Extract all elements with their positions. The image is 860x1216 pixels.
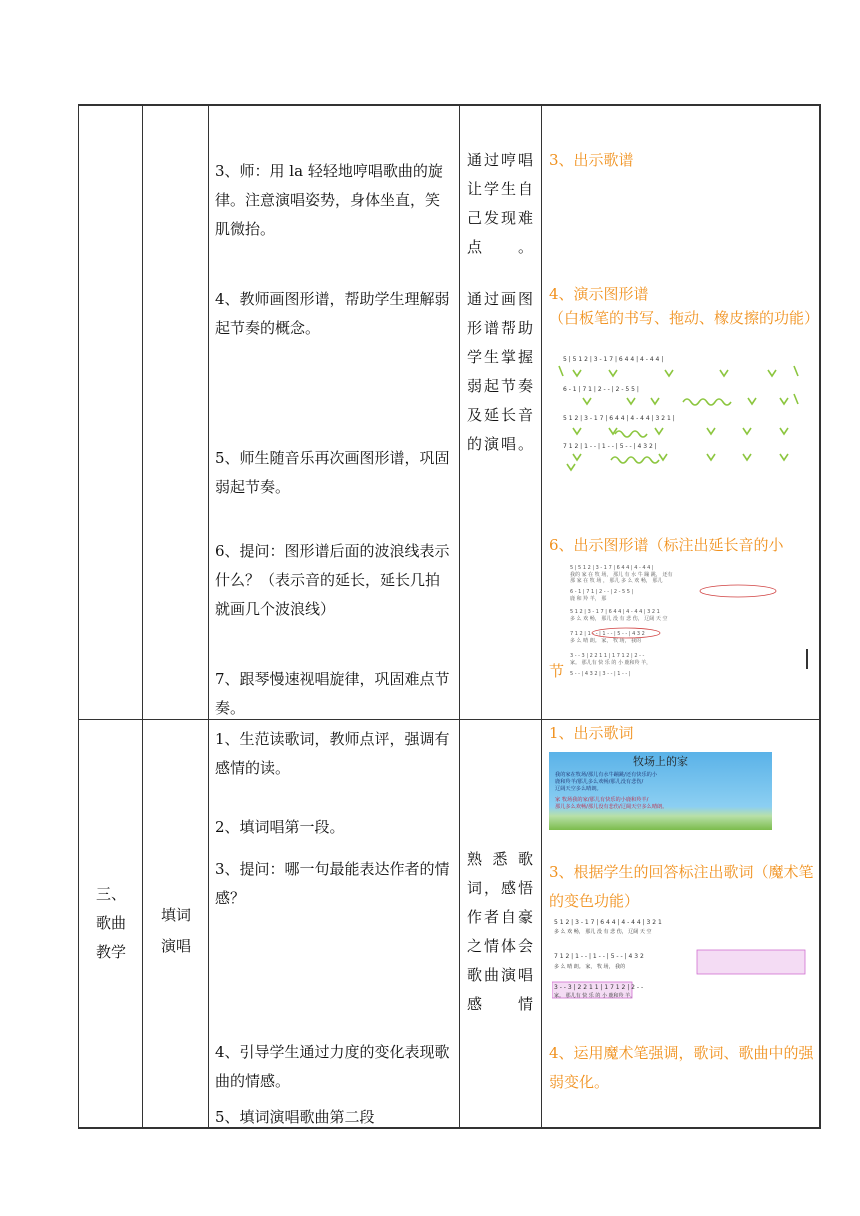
svg-text:5 1 2 | 3 - 1 7 | 6 4 4 | 4 -: 5 1 2 | 3 - 1 7 | 6 4 4 | 4 - 4 4 | 3 2 1 xyxy=(570,609,660,615)
stage-label-line-1: 三、 xyxy=(95,885,126,903)
process-step-4: 4、教师画图形谱，帮助学生理解弱起节奏的概念。 xyxy=(215,290,450,337)
table-col-line-4 xyxy=(459,104,460,1129)
intent-text-2: 通过画图形谱帮助学生掌握弱起节奏及延长音的演唱。 xyxy=(467,290,533,453)
media-step-6-end: 节 xyxy=(549,662,565,680)
jianpu-line-1: 5 | 5 1 2 | 3 - 1 7 | 6 4 4 | 4 - 4 4 | xyxy=(563,356,664,363)
stage-label-line-3: 教学 xyxy=(95,943,126,961)
process-step-3: 3、师：用 la 轻轻地哼唱歌曲的旋律。注意演唱姿势，身体坐直，笑肌微抬。 xyxy=(215,162,443,238)
table-col-line-5 xyxy=(541,104,542,1129)
svg-text:7 1 2 | 1 - - | 1 - - | 5 - -: 7 1 2 | 1 - - | 1 - - | 5 - - | 4 3 2 xyxy=(570,631,645,637)
jianpu-line-4: 7 1 2 | 1 - - | 1 - - | 5 - - | 4 3 2 | xyxy=(563,443,657,450)
score-notes-1: 5 1 2 | 3 - 1 7 | 6 4 4 | 4 - 4 4 | 3 2 1 xyxy=(554,919,662,926)
lyrics-slide-line-1: 我的家在牧场/那儿有水牛蹦跳/还有快乐的小 xyxy=(555,772,658,778)
process-step-7: 7、跟琴慢速视唱旋律，巩固难点节奏。 xyxy=(215,670,450,717)
activity-label-line-1: 填词 xyxy=(160,906,191,924)
media-step-3: 3、出示歌谱 xyxy=(549,151,634,169)
lyrics-slide-line-5: 那儿多么欢畅/那儿没有悲伤/辽阔天空多么晴朗。 xyxy=(555,804,668,810)
sing-step-5: 5、填词演唱歌曲第二段 xyxy=(215,1108,375,1126)
lyrics-slide-line-4: 家 牧场我的家/那儿有快乐的小鹿和羚羊/ xyxy=(555,797,649,803)
jianpu-line-3: 5 1 2 | 3 - 1 7 | 6 4 4 | 4 - 4 4 | 3 2 1 | xyxy=(563,415,675,422)
svg-text:5 - - | 4 3 2 | 3 - - | 1 - -: 5 - - | 4 3 2 | 3 - - | 1 - - | xyxy=(570,671,631,677)
svg-text:5 | 5 1 2 | 3 - 1 7 | 6 4 4 |: 5 | 5 1 2 | 3 - 1 7 | 6 4 4 | 4 - 4 4 | xyxy=(570,565,654,571)
table-col-line-3 xyxy=(208,104,209,1129)
lyrics-slide xyxy=(549,752,772,830)
media-step-6: 6、出示图形谱（标注出延长音的小 xyxy=(549,536,784,554)
stage-label-line-2: 歌曲 xyxy=(95,914,126,932)
svg-text:我的 家 在 牧 场， 那儿 有 水 牛 蹦 跳， 还: 我的 家 在 牧 场， 那儿 有 水 牛 蹦 跳， 还有 xyxy=(570,572,673,578)
score-notes-3: 3 - - 3 | 2 2 1 1 | 1 7 1 2 | 2 - - xyxy=(554,984,644,991)
sing-step-3: 3、提问：哪一句最能表达作者的情感？ xyxy=(215,860,450,907)
sing-step-4: 4、引导学生通过力度的变化表现歌曲的情感。 xyxy=(215,1043,450,1090)
activity-label-line-2: 演唱 xyxy=(160,937,191,955)
lyrics-slide-title: 牧场上的家 xyxy=(633,755,688,768)
lyrics-slide-body xyxy=(555,772,769,811)
lyrics-slide-line-3: 辽阔天空多么晴朗。 xyxy=(555,786,602,792)
svg-text:多 么 晴 朗。 家， 牧 场， 我: 多 么 晴 朗。 家， 牧 场， 我的 xyxy=(570,638,642,644)
table-col-line-2 xyxy=(142,104,143,1129)
sing-step-1: 1、生范读歌词，教师点评，强调有感情的读。 xyxy=(215,730,450,777)
process-step-5: 5、师生随音乐再次画图形谱，巩固弱起节奏。 xyxy=(215,449,450,496)
process-step-6: 6、提问：图形谱后面的波浪线表示什么？（表示音的延长，延长几拍就画几个波浪线） xyxy=(215,542,450,618)
jianpu-line-2: 6 - 1 | 7 1 | 2 - - | 2 - 5 5 | xyxy=(563,386,639,393)
highlighted-score-image xyxy=(552,916,810,1000)
score-words-2: 多 么 晴 朗。 家， 牧 场， 我的 xyxy=(554,964,626,970)
stage-label xyxy=(80,880,142,967)
annotated-score-image xyxy=(568,563,810,680)
lyrics-slide-line-2: 鹿和羚羊/那儿多么欢畅/那儿没有悲伤/ xyxy=(555,779,644,785)
table-col-line-6 xyxy=(819,104,821,1129)
svg-text:3 - - 3 | 2 2 1 1 | 1 7 1 2 |: 3 - - 3 | 2 2 1 1 | 1 7 1 2 | 2 - - xyxy=(570,653,645,659)
sing-intent: 熟悉歌词，感悟作者自豪之情体会歌曲演唱感情 xyxy=(467,850,533,1013)
score-words-3: 家。 那儿有 快 乐 的 小 鹿和羚 羊， xyxy=(554,993,636,999)
svg-text:家。 那儿有 快 乐 的 小 鹿和羚 羊，: 家。 那儿有 快 乐 的 小 鹿和羚 羊， xyxy=(570,660,652,666)
table-col-line-1 xyxy=(78,104,79,1129)
media-step-4-note: （白板笔的书写、拖动、橡皮擦的功能） xyxy=(549,309,820,327)
lyrics-step-1: 1、出示歌词 xyxy=(549,724,634,742)
svg-text:那 家 在 牧 场 ， 那儿 多 么 欢 畅， 那儿: 那 家 在 牧 场 ， 那儿 多 么 欢 畅， 那儿 xyxy=(570,578,663,584)
intent-text-1: 通过哼唱让学生自己发现难点。 xyxy=(467,151,533,256)
table-top-border xyxy=(78,104,820,106)
lyrics-step-4: 4、运用魔术笔强调，歌词、歌曲中的强弱变化。 xyxy=(549,1044,814,1091)
sing-step-2: 2、填词唱第一段。 xyxy=(215,818,345,836)
svg-text:鹿 和 羚 羊， 那: 鹿 和 羚 羊， 那 xyxy=(570,596,607,602)
activity-label xyxy=(144,900,208,962)
lyrics-step-3: 3、根据学生的回答标注出歌词（魔术笔的变色功能） xyxy=(549,863,814,910)
graphic-score-image xyxy=(555,352,810,472)
media-step-4-title: 4、演示图形谱 xyxy=(549,285,649,303)
svg-text:6 - 1 | 7 1 | 2 - - | 2 - 5 5: 6 - 1 | 7 1 | 2 - - | 2 - 5 5 | xyxy=(570,589,634,595)
score-words-1: 多 么 欢 畅， 那儿 没 有 悲 伤， 辽阔 天 空 xyxy=(554,929,652,935)
svg-text:多 么 欢 畅， 那儿 没 有 悲 伤， 辽阔 天 空: 多 么 欢 畅， 那儿 没 有 悲 伤， 辽阔 天 空 xyxy=(570,616,668,622)
score-notes-2: 7 1 2 | 1 - - | 1 - - | 5 - - | 4 3 2 xyxy=(554,953,644,960)
